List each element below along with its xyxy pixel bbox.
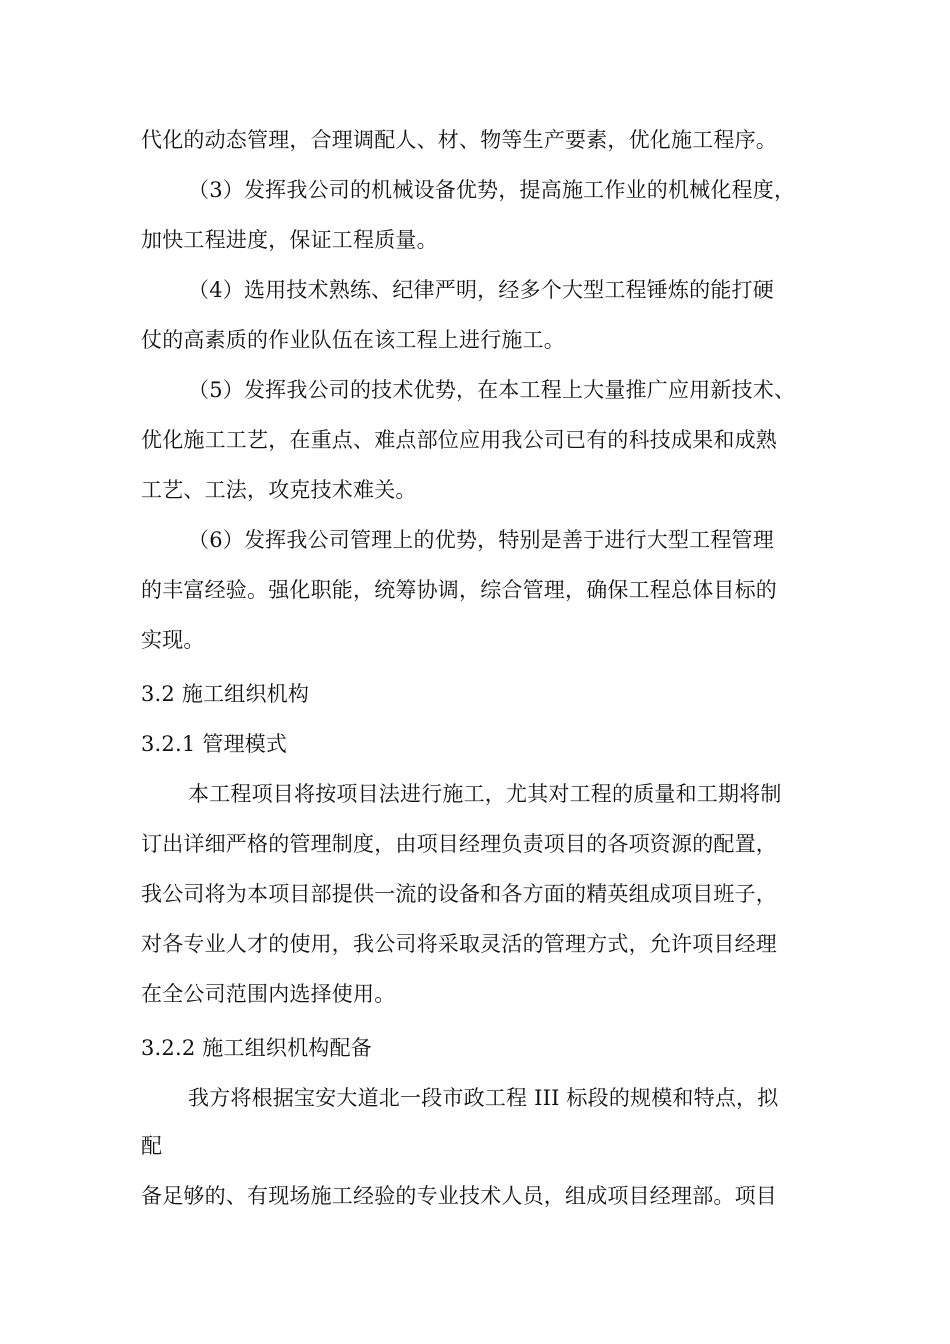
subsection-heading: 3.2.1 管理模式 <box>141 732 288 756</box>
text-line: 优化施工工艺，在重点、难点部位应用我公司已有的科技成果和成熟 <box>141 428 777 452</box>
text-line: 本工程项目将按项目法进行施工，尤其对工程的质量和工期将制 <box>188 782 782 806</box>
section-heading: 3.2 施工组织机构 <box>141 682 310 706</box>
text-line: 我公司将为本项目部提供一流的设备和各方面的精英组成项目班子， <box>141 882 777 906</box>
text-line: 代化的动态管理，合理调配人、材、物等生产要素，优化施工程序。 <box>141 128 777 152</box>
text-line: 我方将根据宝安大道北一段市政工程 III 标段的规模和特点，拟 <box>188 1086 779 1110</box>
text-line: 工艺、工法，攻克技术难关。 <box>141 478 417 502</box>
text-line: 备足够的、有现场施工经验的专业技术人员，组成项目经理部。项目 <box>141 1184 777 1208</box>
text-line: （3）发挥我公司的机械设备优势，提高施工作业的机械化程度， <box>188 178 796 202</box>
text-line: 加快工程进度，保证工程质量。 <box>141 228 438 252</box>
text-line: 实现。 <box>141 628 205 652</box>
text-line: （6）发挥我公司管理上的优势，特别是善于进行大型工程管理 <box>188 528 774 552</box>
text-line: （5）发挥我公司的技术优势，在本工程上大量推广应用新技术、 <box>188 378 796 402</box>
text-line: 的丰富经验。强化职能，统筹协调，综合管理，确保工程总体目标的 <box>141 578 777 602</box>
text-line: （4）选用技术熟练、纪律严明，经多个大型工程锤炼的能打硬 <box>188 278 774 302</box>
text-line: 配 <box>141 1134 163 1158</box>
text-line: 在全公司范围内选择使用。 <box>141 982 396 1006</box>
text-line: 对各专业人才的使用，我公司将采取灵活的管理方式，允许项目经理 <box>141 932 777 956</box>
text-line: 订出详细严格的管理制度，由项目经理负责项目的各项资源的配置， <box>141 832 777 856</box>
subsection-heading: 3.2.2 施工组织机构配备 <box>141 1036 372 1060</box>
text-line: 仗的高素质的作业队伍在该工程上进行施工。 <box>141 328 565 352</box>
